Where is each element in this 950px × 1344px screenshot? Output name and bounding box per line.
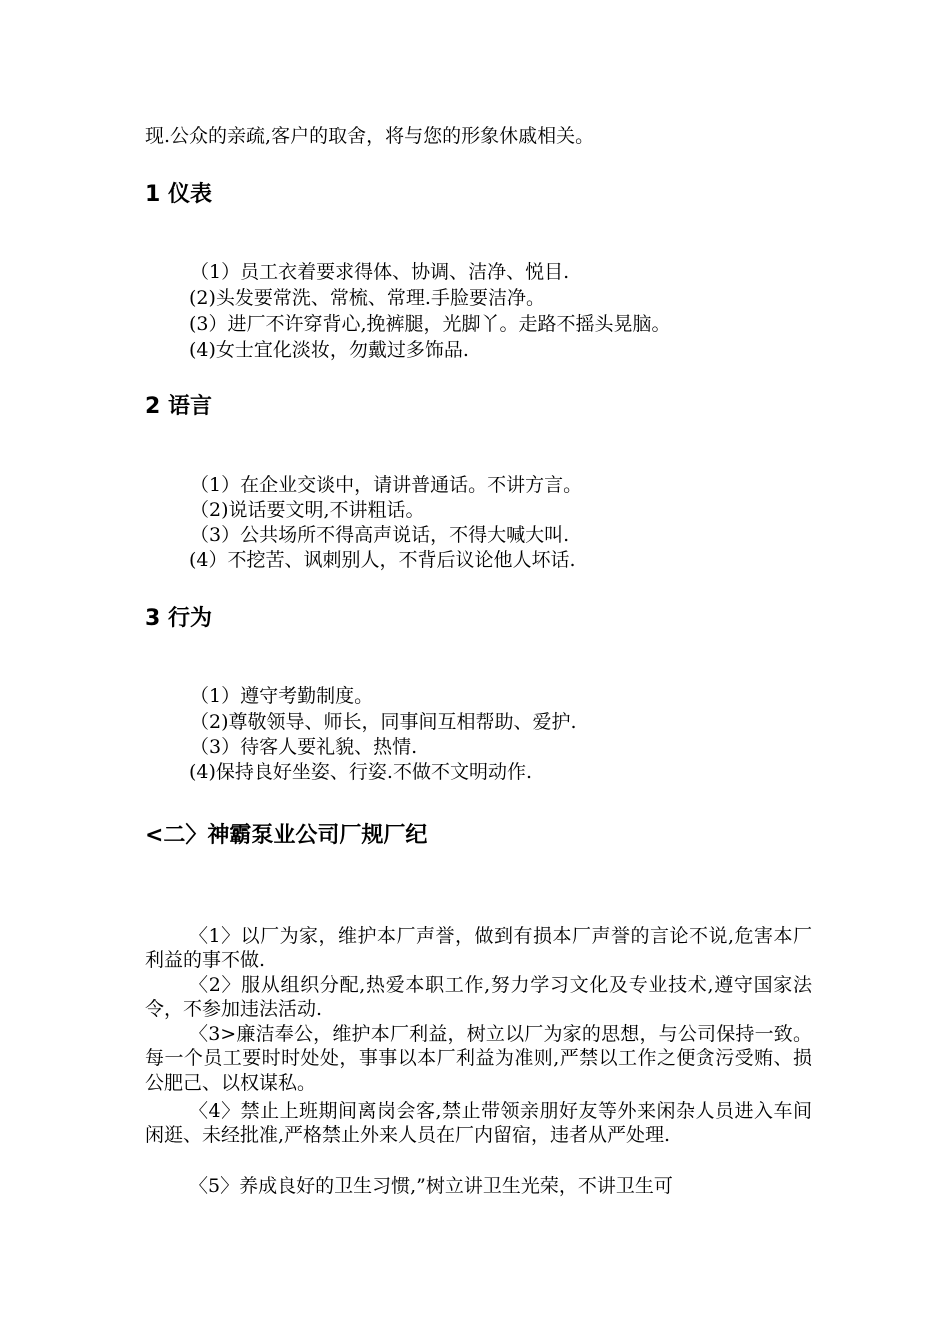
rule-paragraph: 〈5〉养成良好的卫生习惯,”树立讲卫生光荣，不讲卫生可 xyxy=(189,1175,673,1197)
section-heading-appearance: 1 仪表 xyxy=(145,182,212,207)
list-item: （3）待客人要礼貌、热情. xyxy=(190,736,418,758)
list-item: (4)保持良好坐姿、行姿.不做不文明动作. xyxy=(189,761,532,783)
list-item: （3）公共场所不得高声说话，不得大喊大叫. xyxy=(190,524,570,546)
section-heading-behavior: 3 行为 xyxy=(145,606,212,631)
list-item: (3）进厂不许穿背心,挽裤腿，光脚丫。走路不摇头晃脑。 xyxy=(189,313,671,335)
list-item: （1）员工衣着要求得体、协调、洁净、悦目. xyxy=(190,261,570,283)
intro-text: 现.公众的亲疏,客户的取舍，将与您的形象休戚相关。 xyxy=(145,125,595,147)
rule-paragraph: 〈3>廉洁奉公，维护本厂利益，树立以厂为家的思想，与公司保持一致。每一个员工要时时处处，事事以本厂利益为准则,严禁以工作之便贪污受贿、损公肥己、以权谋私。 xyxy=(145,1023,812,1094)
list-item: （2)说话要文明,不讲粗话。 xyxy=(190,499,425,521)
list-item: （1）遵守考勤制度。 xyxy=(190,685,374,707)
rule-paragraph: 〈1〉以厂为家，维护本厂声誉，做到有损本厂声誉的言论不说,危害本厂利益的事不做. xyxy=(145,925,812,972)
list-item: (2)头发要常洗、常梳、常理.手脸要洁净。 xyxy=(189,287,545,309)
section-heading-factory-rules: <二〉神霸泵业公司厂规厂纪 xyxy=(145,823,428,848)
list-item: （1）在企业交谈中，请讲普通话。不讲方言。 xyxy=(190,474,583,496)
rule-paragraph: 〈4〉禁止上班期间离岗会客,禁止带领亲朋好友等外来闲杂人员进入车间闲逛、未经批准,严格禁止外来人员在厂内留宿，违者从严处理. xyxy=(145,1100,812,1147)
list-item: （2)尊敬领导、师长，同事间互相帮助、爱护. xyxy=(190,711,577,733)
rule-paragraph: 〈2〉服从组织分配,热爱本职工作,努力学习文化及专业技术,遵守国家法令，不参加违法活动. xyxy=(145,974,812,1021)
section-heading-language: 2 语言 xyxy=(145,394,212,419)
list-item: (4)女士宜化淡妆，勿戴过多饰品. xyxy=(189,339,469,361)
list-item: (4）不挖苦、讽刺别人，不背后议论他人坏话. xyxy=(189,549,576,571)
